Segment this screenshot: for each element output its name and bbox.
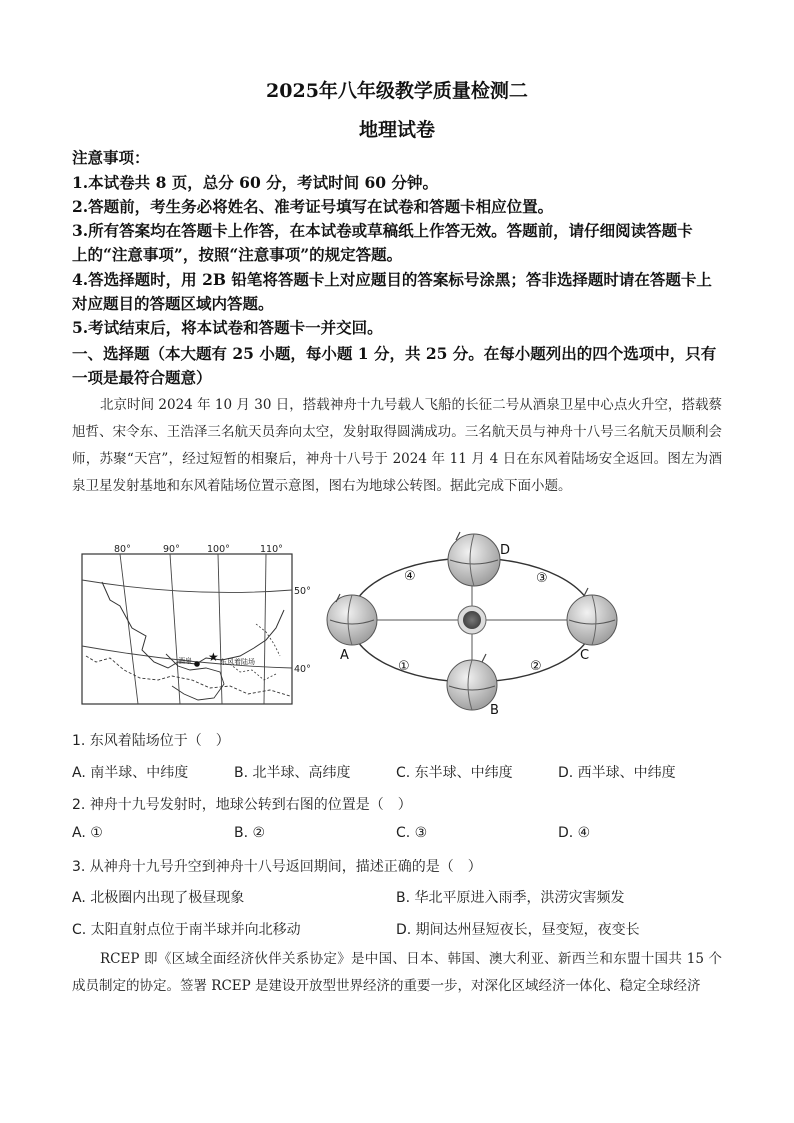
- notice-item: 2.答题前，考生务必将姓名、准考证号填写在试卷和答题卡相应位置。: [72, 197, 554, 216]
- page-title: 2025年八年级教学质量检测二: [266, 80, 528, 102]
- segment-label: ②: [530, 659, 542, 674]
- map-figure: [80, 540, 330, 720]
- map-frame: [82, 554, 292, 704]
- dongfeng-label: 东风着陆场: [220, 658, 255, 666]
- section-heading: 一、选择题（本大题有 25 小题，每小题 1 分，共 25 分。在每小题列出的四个选项中，只有: [72, 344, 717, 363]
- option: D. 期间达州昼短夜长，昼变短，夜变长: [396, 922, 640, 938]
- option: C. 东半球、中纬度: [396, 765, 513, 781]
- section-heading-cont: 一项是最符合题意）: [72, 368, 212, 387]
- jiuquan-label: 酒泉: [178, 657, 192, 665]
- lon-label: 100°: [207, 544, 230, 555]
- notice-heading: 注意事项：: [72, 148, 150, 167]
- page-subtitle: 地理试卷: [358, 119, 435, 141]
- option: A. ①: [72, 825, 103, 841]
- notice-item: 4.答选择题时，用 2B 铅笔将答题卡上对应题目的答案标号涂黑；答非选择题时请在答题卡上: [72, 270, 712, 289]
- option: D. ④: [558, 825, 591, 841]
- passage-text: RCEP 即《区域全面经济伙伴关系协定》是中国、日本、韩国、澳大利亚、新西兰和东盟十国共 15 个成员制定的协定。签署 RCEP 是建设开放型世界经济的重要一步，对深化区域经济一体化、稳定全球经济: [72, 951, 722, 994]
- notice-item: 上的“注意事项”，按照“注意事项”的规定答题。: [72, 245, 403, 264]
- earth-B: [447, 654, 497, 710]
- option: B. ②: [234, 825, 266, 841]
- option: A. 北极圈内出现了极昼现象: [72, 890, 245, 906]
- passage-text: 北京时间 2024 年 10 月 30 日，搭载神舟十九号载人飞船的长征二号从酒泉卫星中心点火升空，搭载蔡旭哲、宋令东、王浩泽三名航天员奔向太空，发射取得圆满成功。三名航天员与神舟十八号三名航天员顺利会师，苏聚“天宫”，经过短暂的相聚后，神舟十八号于 2024 年 11 月 4 日在东风着陆场安全返回。图左为酒泉卫星发射基地和东风着陆场位置示意图，图右为地球公转图。据此完成下面小题。: [72, 397, 722, 494]
- notice-item: 5.考试结束后，将本试卷和答题卡一并交回。: [72, 318, 383, 337]
- position-label: C: [580, 648, 590, 663]
- position-label: B: [490, 703, 499, 718]
- lon-label: 110°: [260, 544, 283, 555]
- earth-A: [327, 594, 377, 645]
- lon-label: 90°: [163, 544, 180, 555]
- option: D. 西半球、中纬度: [558, 765, 676, 781]
- segment-label: ③: [536, 571, 548, 586]
- option: C. 太阳直射点位于南半球并向北移动: [72, 922, 301, 938]
- position-label: D: [500, 543, 511, 558]
- lat-label: 40°: [294, 664, 311, 675]
- option: B. 华北平原进入雨季，洪涝灾害频发: [396, 890, 625, 906]
- option: A. 南半球、中纬度: [72, 765, 189, 781]
- question-stem: 2. 神舟十九号发射时，地球公转到右图的位置是（ ）: [72, 797, 412, 813]
- position-label: A: [340, 648, 349, 663]
- jiuquan-marker: [194, 661, 200, 667]
- segment-label: ①: [398, 659, 410, 674]
- option: C. ③: [396, 825, 428, 841]
- orbit-figure: [322, 528, 622, 718]
- lon-label: 80°: [114, 544, 131, 555]
- question-stem: 1. 东风着陆场位于（ ）: [72, 733, 230, 749]
- notice-item: 3.所有答案均在答题卡上作答，在本试卷或草稿纸上作答无效。答题前，请仔细阅读答题卡: [72, 221, 693, 240]
- star-icon: ★: [208, 650, 219, 664]
- question-stem: 3. 从神舟十九号升空到神舟十八号返回期间，描述正确的是（ ）: [72, 859, 482, 875]
- earth-D: [448, 532, 500, 586]
- notice-item: 对应题目的答题区域内答题。: [72, 294, 274, 313]
- notice-item: 1.本试卷共 8 页，总分 60 分，考试时间 60 分钟。: [72, 173, 438, 192]
- sun-icon: [463, 611, 481, 629]
- earth-C: [567, 588, 617, 645]
- option: B. 北半球、高纬度: [234, 765, 351, 781]
- lat-label: 50°: [294, 586, 311, 597]
- segment-label: ④: [404, 569, 416, 584]
